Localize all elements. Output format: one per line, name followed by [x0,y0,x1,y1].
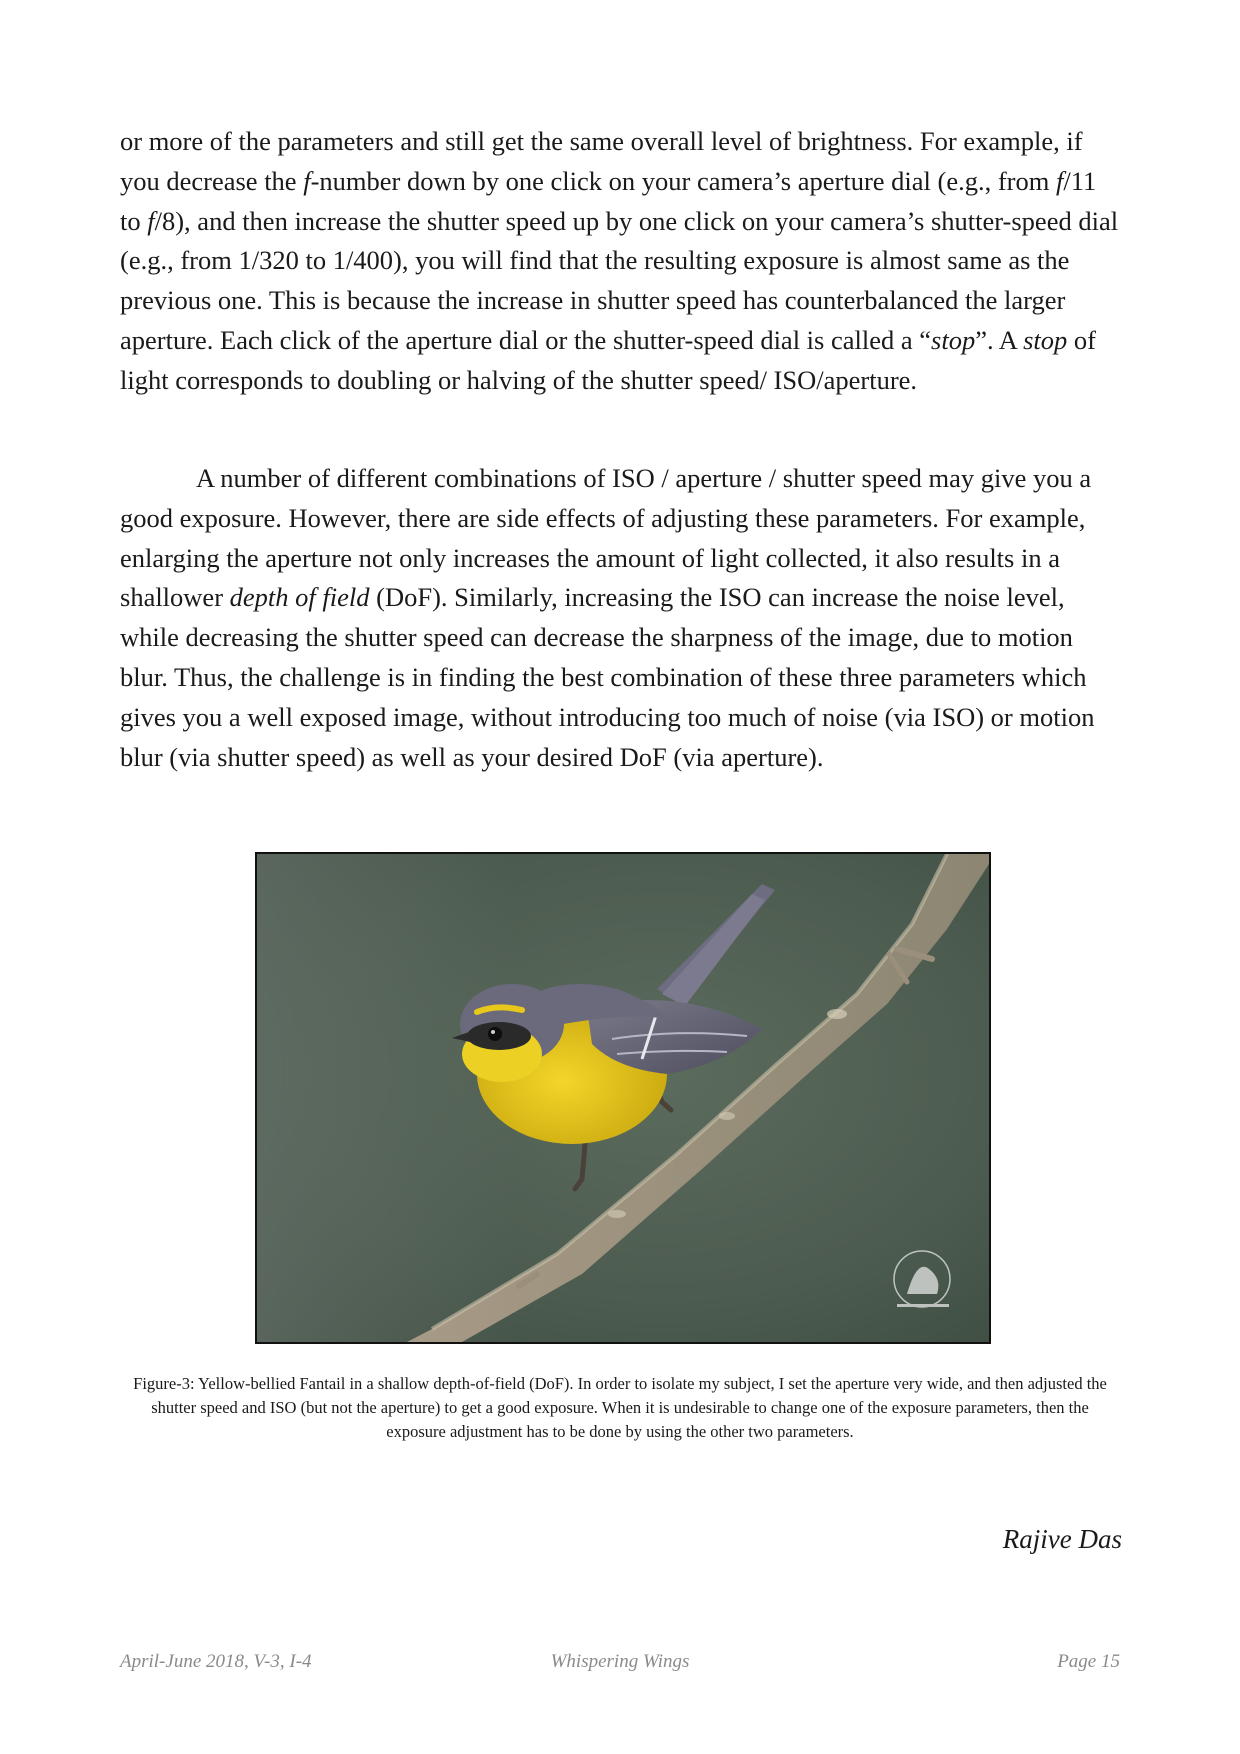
footer-publication: Whispering Wings [550,1651,690,1672]
figure-caption: Figure-3: Yellow-bellied Fantail in a shallow depth-of-field (DoF). In order to isolate my subject, I set the aperture very wide, and then adjusted the shutter speed and ISO (but not the aperture) to get a good exposure. When it is undesirable to change one of the exposure parameters, then the exposure adjustment has to be done by using the other two parameters. [133,1374,1107,1441]
footer-issue: April-June 2018, V-3, I-4 [120,1651,312,1672]
bird-photograph [255,852,991,1344]
body-paragraph-2: A number of different combinations of ISO / aperture / shutter speed may give you a good exposure. However, there are side effects of adjusting these parameters. For example, enlarging the aperture not only increases the amount of light collected, it also results in a shallower depth of field (DoF). Similarly, increasing the ISO can increase the noise level, while decreasing the shutter speed can decrease the sharpness of the image, due to motion blur. Thus, the challenge is in finding the best combination of these three parameters which gives you a well exposed image, without introducing too much of noise (via ISO) or motion blur (via shutter speed) as well as your desired DoF (via aperture). [120,463,1095,772]
bird-eye [488,1027,502,1041]
page-footer [120,1651,1120,1679]
body-paragraph-1: or more of the parameters and still get the same overall level of brightness. For example, if you decrease the f-number down by one click on your camera’s aperture dial (e.g., from f/11 to f/8), and then increase the shutter speed up by one click on your camera’s shutter-speed dial (e.g., from 1/320 to 1/400), you will find that the resulting exposure is almost same as the previous one. This is because the increase in shutter speed has counterbalanced the larger aperture. Each click of the aperture dial or the shutter-speed dial is called a “stop”. A stop of light corresponds to doubling or halving of the shutter speed/ ISO/aperture. [120,126,1119,395]
author-name: Rajive Das [1002,1524,1122,1554]
footer-page-number: Page 15 [1057,1651,1120,1672]
fantail-illustration [257,854,989,1342]
